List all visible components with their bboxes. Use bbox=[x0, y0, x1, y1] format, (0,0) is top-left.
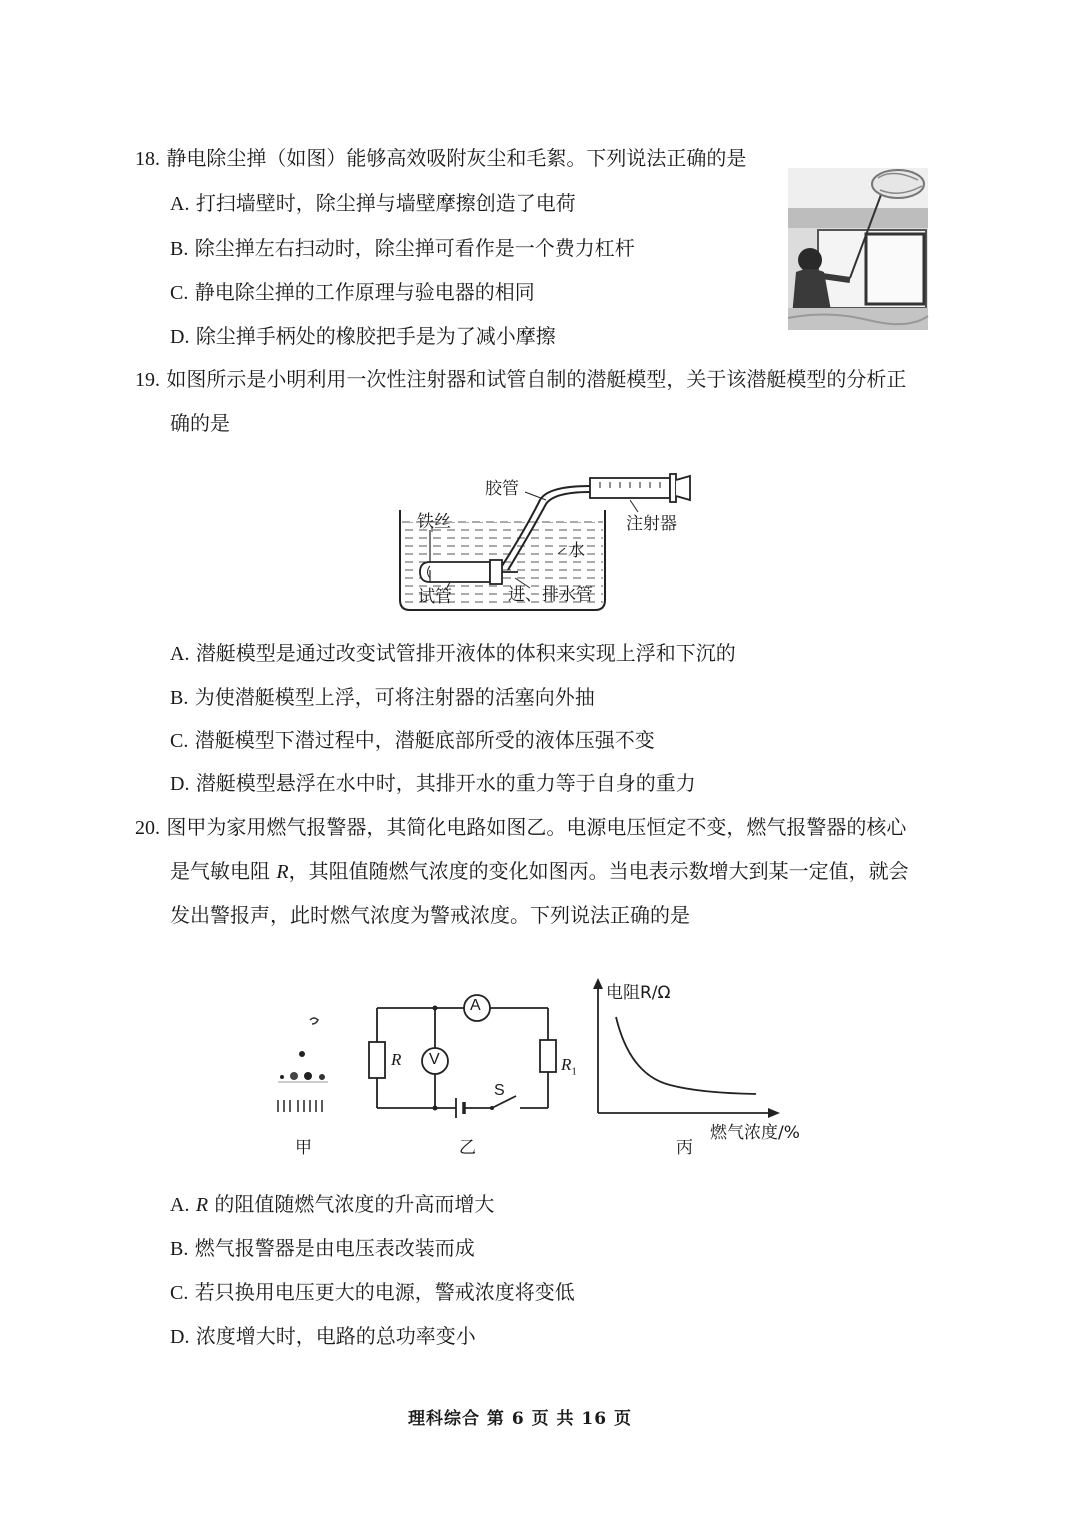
q19-stem-line2: 确的是 bbox=[170, 411, 230, 435]
q20-voltmeter-label: V bbox=[429, 1051, 440, 1068]
q18-number: 18. bbox=[135, 148, 160, 170]
q20-caption-bing: 丙 bbox=[676, 1138, 693, 1158]
q19-label-wire: 铁丝 bbox=[417, 512, 451, 532]
q19-label-hose: 胶管 bbox=[485, 479, 519, 499]
q20-option-a-label: A. bbox=[170, 1194, 190, 1216]
q20-stem-line3: 发出警报声，此时燃气浓度为警戒浓度。下列说法正确的是 bbox=[170, 903, 690, 927]
q20-stem-text-2a: 是气敏电阻 bbox=[170, 859, 277, 883]
q19-option-b bbox=[170, 685, 595, 710]
q20-gas-alarm-image bbox=[270, 1010, 340, 1120]
q20-ammeter-label: A bbox=[470, 997, 481, 1014]
q20-resistor-r1-letter: R bbox=[561, 1055, 572, 1074]
q19-option-d bbox=[170, 771, 696, 796]
q20-graph-x-label: 燃气浓度/% bbox=[710, 1123, 800, 1143]
q20-stem-line1 bbox=[135, 815, 906, 840]
q20-option-b-label: B. bbox=[170, 1238, 189, 1260]
q18-option-a bbox=[170, 191, 576, 216]
q20-option-c bbox=[170, 1280, 575, 1305]
q19-option-a-label: A. bbox=[170, 643, 190, 665]
q20-number: 20. bbox=[135, 817, 160, 839]
q20-stem-line2 bbox=[170, 859, 909, 884]
q20-stem-text-1: 图甲为家用燃气报警器，其简化电路如图乙。电源电压恒定不变，燃气报警器的核心 bbox=[166, 815, 907, 839]
q20-caption-yi: 乙 bbox=[459, 1138, 476, 1158]
q19-number: 19. bbox=[135, 369, 160, 391]
q20-option-d-label: D. bbox=[170, 1326, 190, 1348]
q20-option-d bbox=[170, 1324, 476, 1349]
q18-option-a-text: 打扫墙壁时，除尘掸与墙壁摩擦创造了电荷 bbox=[195, 191, 576, 215]
q20-caption-jia: 甲 bbox=[295, 1138, 312, 1158]
q18-option-b-label: B. bbox=[170, 238, 189, 260]
q18-option-a-label: A. bbox=[170, 193, 190, 215]
q19-label-tube: 试管 bbox=[418, 587, 452, 607]
q18-option-d bbox=[170, 324, 556, 349]
q19-label-syringe: 注射器 bbox=[626, 514, 677, 534]
q20-option-a-text: 的阻值随燃气浓度的升高而增大 bbox=[208, 1192, 495, 1216]
q20-resistor-r-label: R bbox=[391, 1050, 402, 1069]
q19-option-a bbox=[170, 641, 736, 666]
q20-option-c-label: C. bbox=[170, 1282, 189, 1304]
q19-label-pipe: 进、排水管 bbox=[508, 585, 593, 605]
q19-label-water: 水 bbox=[568, 541, 585, 561]
q18-option-c-text: 静电除尘掸的工作原理与验电器的相同 bbox=[194, 280, 535, 304]
q20-resistor-r1-sub: 1 bbox=[571, 1065, 577, 1078]
q18-duster-photo bbox=[788, 168, 928, 330]
q18-option-d-label: D. bbox=[170, 326, 190, 348]
q20-switch-label: S bbox=[494, 1082, 505, 1099]
q19-option-b-label: B. bbox=[170, 687, 189, 709]
q19-stem-text-1: 如图所示是小明利用一次性注射器和试管自制的潜艇模型，关于该潜艇模型的分析正 bbox=[166, 367, 907, 391]
q20-resistor-r1-label bbox=[561, 1055, 577, 1077]
q18-option-b-text: 除尘掸左右扫动时，除尘掸可看作是一个费力杠杆 bbox=[194, 236, 635, 260]
q18-option-c-label: C. bbox=[170, 282, 189, 304]
q20-graph-y-label: 电阻R/Ω bbox=[606, 983, 671, 1003]
page-footer: 理科综合 第 6 页 共 16 页 bbox=[408, 1409, 632, 1429]
q18-stem-text: 静电除尘掸（如图）能够高效吸附灰尘和毛絮。下列说法正确的是 bbox=[166, 146, 747, 170]
q19-option-c-text: 潜艇模型下潜过程中，潜艇底部所受的液体压强不变 bbox=[194, 728, 655, 752]
q20-stem-text-2b: ，其阻值随燃气浓度的变化如图丙。当电表示数增大到某一定值，就会 bbox=[288, 859, 909, 883]
q20-option-a-var: R bbox=[195, 1194, 209, 1216]
q19-option-d-text: 潜艇模型悬浮在水中时，其排开水的重力等于自身的重力 bbox=[195, 771, 696, 795]
q19-option-c-label: C. bbox=[170, 730, 189, 752]
q19-option-d-label: D. bbox=[170, 773, 190, 795]
q20-option-d-text: 浓度增大时，电路的总功率变小 bbox=[195, 1324, 476, 1348]
q19-option-a-text: 潜艇模型是通过改变试管排开液体的体积来实现上浮和下沉的 bbox=[195, 641, 736, 665]
q19-option-c bbox=[170, 728, 655, 753]
q20-option-b bbox=[170, 1236, 475, 1261]
q18-option-b bbox=[170, 236, 635, 261]
q18-option-c bbox=[170, 280, 535, 305]
q20-stem-var-r: R bbox=[276, 861, 289, 883]
q20-option-a bbox=[170, 1192, 494, 1217]
q19-stem-line1 bbox=[135, 367, 906, 392]
q18-option-d-text: 除尘掸手柄处的橡胶把手是为了减小摩擦 bbox=[195, 324, 556, 348]
q18-stem-line bbox=[135, 146, 746, 171]
q20-option-c-text: 若只换用电压更大的电源，警戒浓度将变低 bbox=[194, 1280, 575, 1304]
q20-option-b-text: 燃气报警器是由电压表改装而成 bbox=[194, 1236, 475, 1260]
q19-option-b-text: 为使潜艇模型上浮，可将注射器的活塞向外抽 bbox=[194, 685, 595, 709]
